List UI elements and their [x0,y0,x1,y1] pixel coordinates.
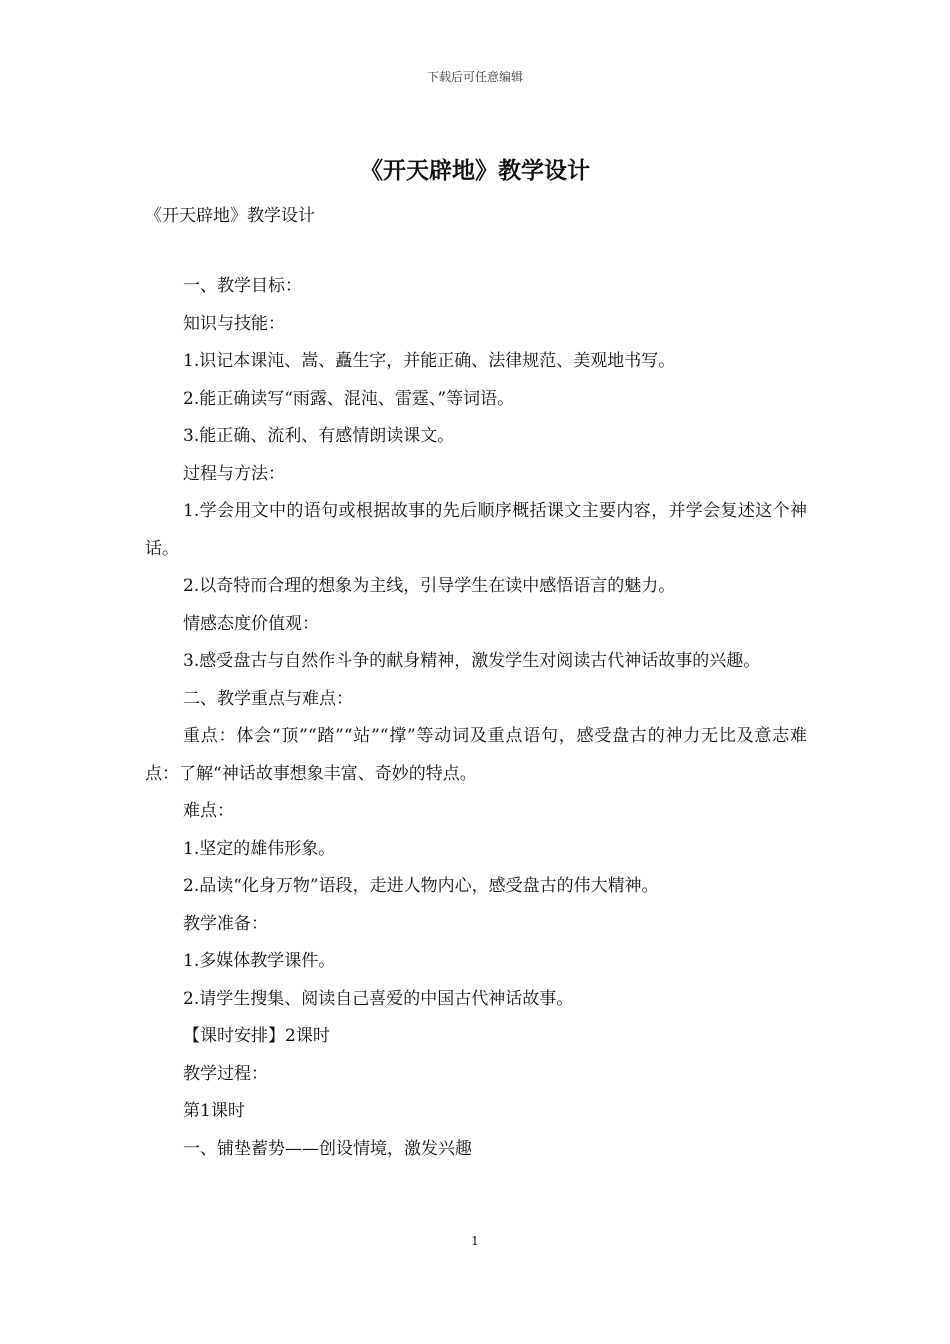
page-number: 1 [471,1234,479,1248]
subheading-knowledge-skills: 知识与技能： [183,313,285,334]
subheading-difficulties: 难点： [183,801,234,821]
list-item: 2.请学生搜集、阅读自己喜爱的中国古代神话故事。 [183,988,574,1009]
subheading-teaching-process: 教学过程： [183,1063,268,1084]
list-item: 2.品读“化身万物”语段，走进人物内心，感受盘古的伟大精神。 [183,876,659,896]
list-item: 1.学会用文中的语句或根据故事的先后顺序概括课文主要内容，并学会复述这个神话。 [145,501,807,559]
lesson-number: 第1课时 [183,1101,245,1121]
step-heading: 一、铺垫蓄势——创设情境，激发兴趣 [183,1138,472,1159]
list-item: 3.能正确、流利、有感情朗读课文。 [183,426,455,446]
list-item: 1.坚定的雄伟形象。 [183,838,336,859]
document-title: 《开天辟地》教学设计 [360,157,590,184]
list-item: 2.以奇特而合理的想象为主线，引导学生在读中感悟语言的魅力。 [183,576,676,596]
list-item: 3.感受盘古与自然作斗争的献身精神，激发学生对阅读古代神话故事的兴趣。 [183,651,761,671]
key-points-paragraph: 重点：体会“顶”“踏”“站”“撑”等动词及重点语句，感受盘古的神力无比及意志难点：了解“神话故事想象丰富、奇妙的特点。 [145,726,807,784]
list-item: 2.能正确读写“雨露、混沌、雷霆、”等词语。 [183,388,515,409]
section-heading-key-points: 二、教学重点与难点： [183,688,353,709]
subheading-process-method: 过程与方法： [183,463,285,484]
document-body [145,268,807,1168]
section-heading-objectives: 一、教学目标： [183,276,302,296]
document-subtitle: 《开天辟地》教学设计 [145,206,315,226]
list-item: 1.识记本课沌、嵩、矗生字，并能正确、法律规范、美观地书写。 [183,351,676,371]
page-header-note: 下载后可任意编辑 [426,70,523,84]
list-item: 1.多媒体教学课件。 [183,951,336,971]
subheading-values: 情感态度价值观： [183,613,319,634]
lesson-arrangement: 【课时安排】2课时 [183,1026,330,1046]
subheading-preparation: 教学准备： [183,913,268,934]
